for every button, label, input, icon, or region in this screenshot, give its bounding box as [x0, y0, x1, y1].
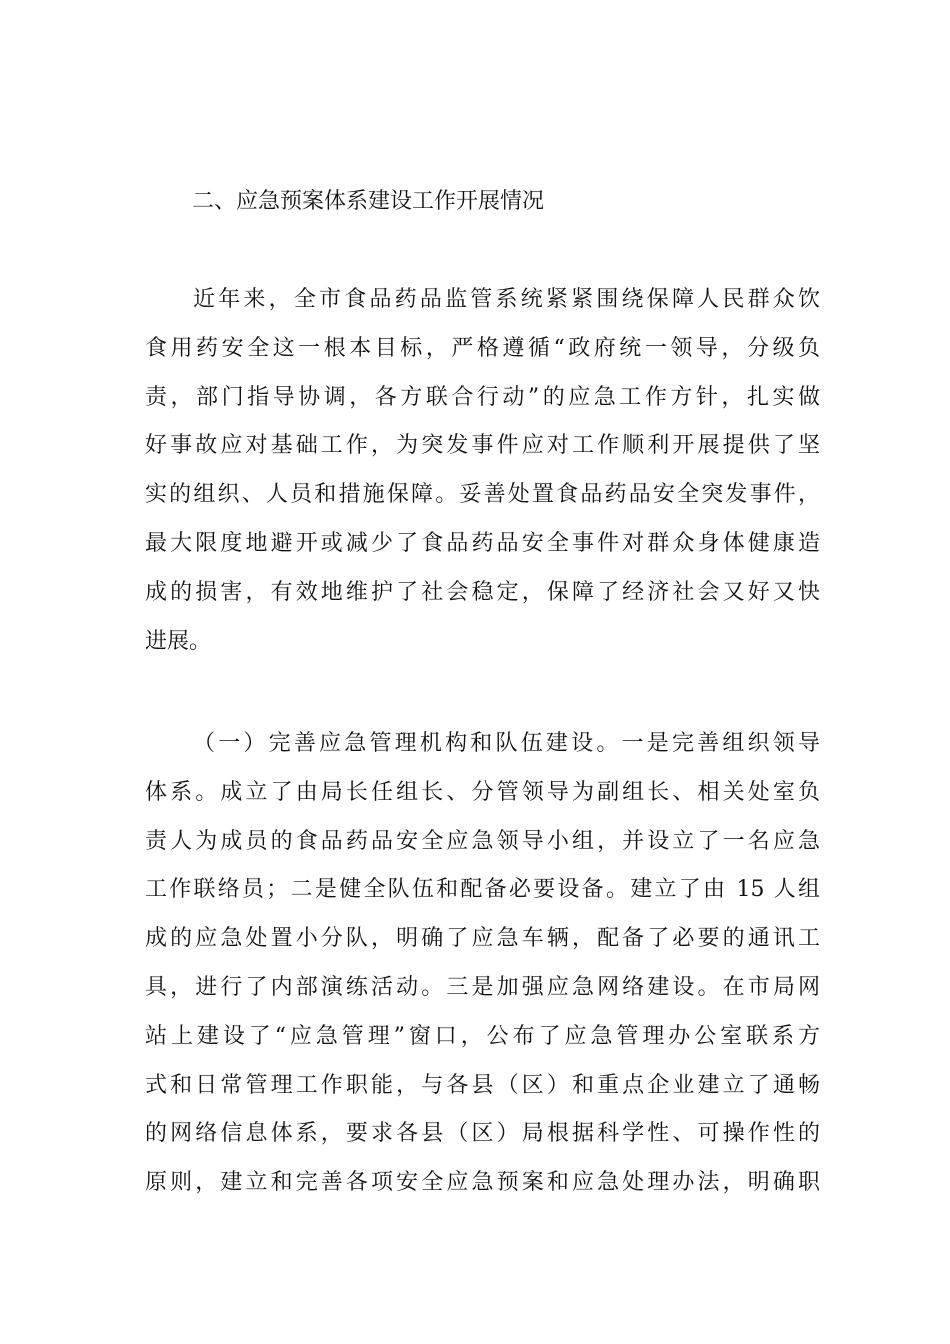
text-line: 实的组织、人员和措施保障。妥善处置食品药品安全突发事件，: [145, 482, 820, 508]
text-line: 好事故应对基础工作，为突发事件应对工作顺利开展提供了坚: [145, 433, 820, 459]
text-line: （一）完善应急管理机构和队伍建设。一是完善组织领导: [193, 731, 820, 756]
text-line: 具，进行了内部演练活动。三是加强应急网络建设。在市局网: [145, 974, 820, 1000]
text-line: 近年来，全市食品药品监管系统紧紧围绕保障人民群众饮: [193, 287, 820, 312]
text-line: 体系。成立了由局长任组长、分管领导为副组长、相关处室负: [145, 779, 820, 805]
text-line: 原则，建立和完善各项安全应急预案和应急处理办法，明确职: [145, 1170, 820, 1196]
paragraph-overview: [145, 276, 820, 666]
text-line: 责，部门指导协调，各方联合行动”的应急工作方针，扎实做: [145, 384, 820, 410]
text-line: 的网络信息体系，要求各县（区）局根据科学性、可操作性的: [145, 1121, 820, 1147]
text-line: 进展。: [145, 628, 212, 654]
text-line: 责人为成员的食品药品安全应急领导小组，并设立了一名应急: [145, 828, 820, 854]
section-heading: 二、应急预案体系建设工作开展情况: [192, 189, 545, 214]
text-line: 工作联络员；二是健全队伍和配备必要设备。建立了由 15 人组: [145, 877, 820, 903]
text-line: 成的损害，有效地维护了社会稳定，保障了经济社会又好又快: [145, 579, 820, 605]
paragraph-management: [145, 720, 820, 1208]
text-line: 式和日常管理工作职能，与各县（区）和重点企业建立了通畅: [145, 1072, 820, 1098]
text-line: 站上建设了“应急管理”窗口，公布了应急管理办公室联系方: [145, 1023, 820, 1049]
text-line: 食用药安全这一根本目标，严格遵循“政府统一领导，分级负: [145, 335, 820, 361]
text-line: 最大限度地避开或减少了食品药品安全事件对群众身体健康造: [145, 530, 820, 556]
text-line: 成的应急处置小分队，明确了应急车辆，配备了必要的通讯工: [145, 926, 820, 952]
